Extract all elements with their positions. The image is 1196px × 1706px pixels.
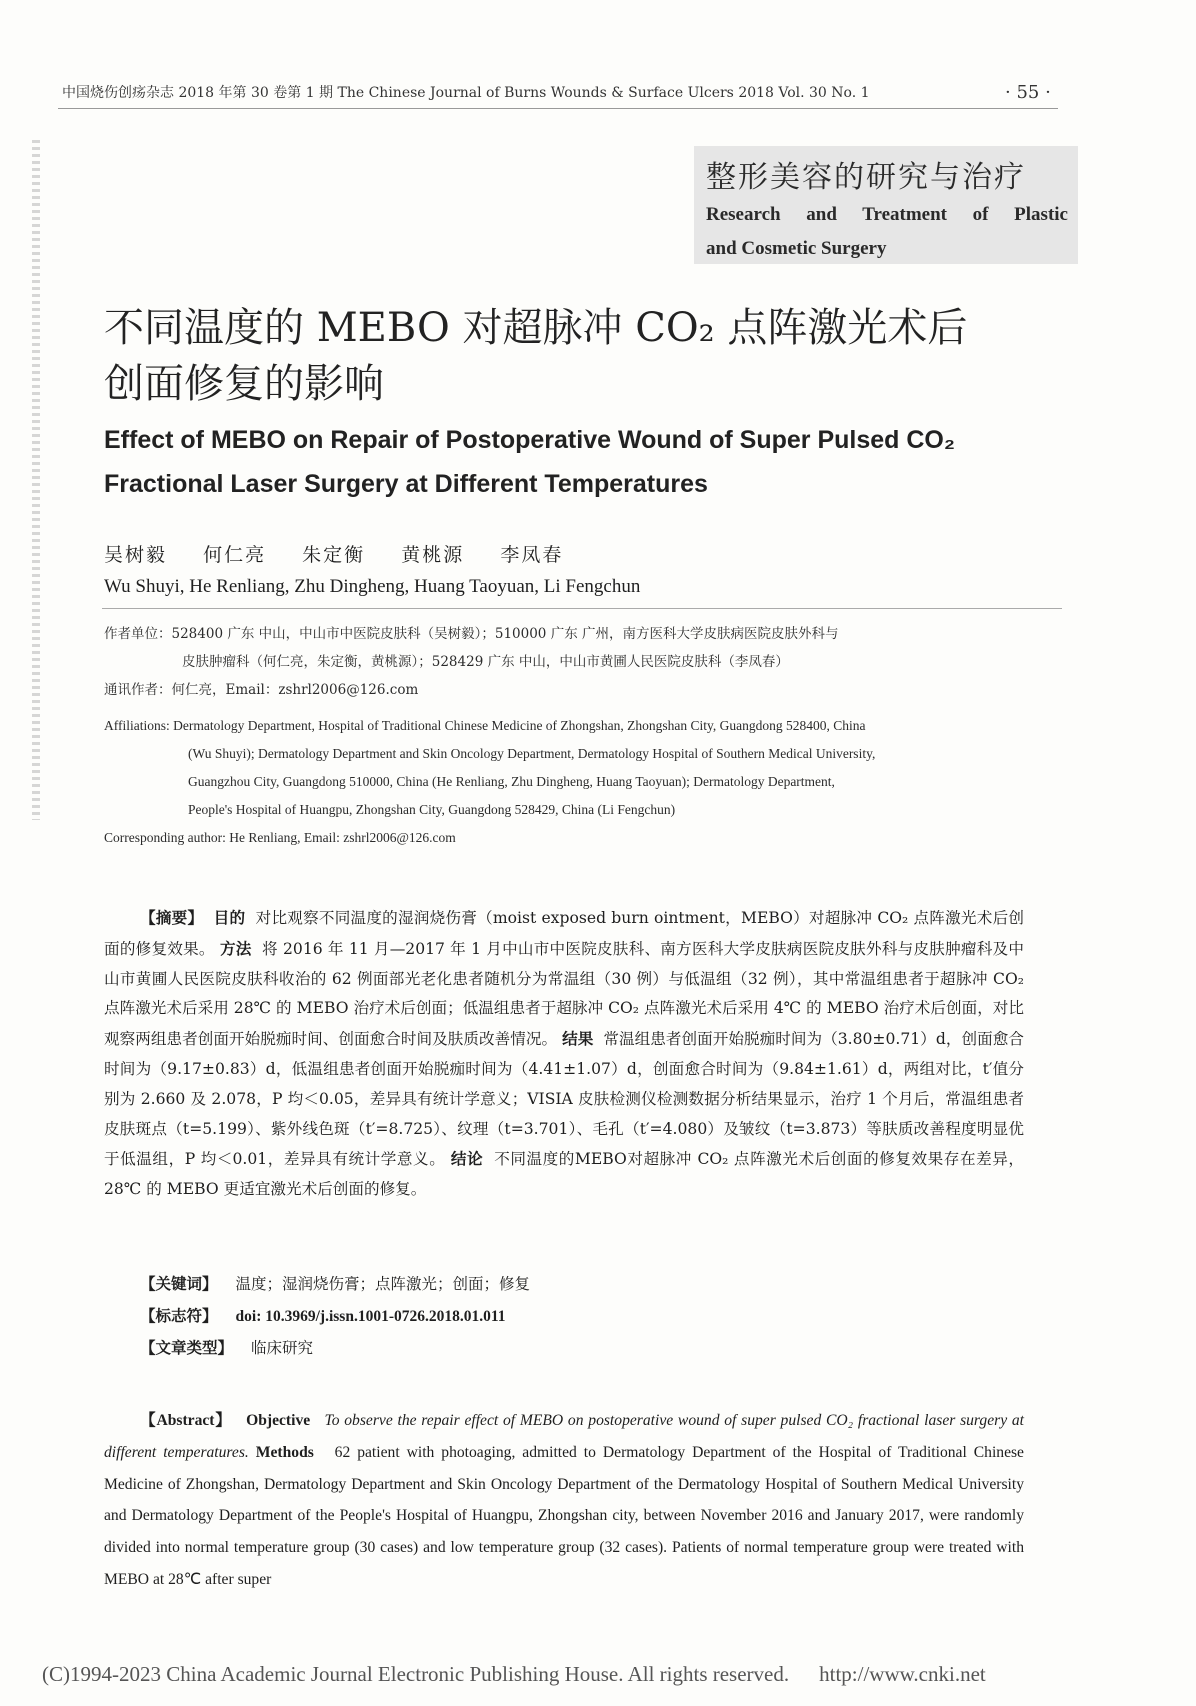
correspondence-cn-label: 通讯作者： — [104, 682, 172, 698]
affiliation-en-line4: People's Hospital of Huangpu, Zhongshan City, Guangdong 528429, China (Li Fengchun) — [188, 802, 676, 817]
article-title-cn-line2: 创面修复的影响 — [104, 361, 384, 407]
correspondence-en-label: Corresponding author: — [104, 830, 226, 845]
article-type-label: 【文章类型】 — [140, 1338, 234, 1357]
article-title-en-line1: Effect of MEBO on Repair of Postoperative Wound of Super Pulsed CO₂ — [104, 426, 955, 454]
abstract-cn-label: 【摘要】 — [140, 908, 204, 927]
article-title-cn — [104, 300, 967, 412]
affiliation-en-line1: Dermatology Department, Hospital of Traditional Chinese Medicine of Zhongshan, Zhongshan City, Guangdong 528400, China — [173, 718, 866, 733]
page-number: · 55 · — [1005, 82, 1051, 103]
authors-en: Wu Shuyi, He Renliang, Zhu Dingheng, Huang Taoyuan, Li Fengchun — [104, 576, 641, 597]
abstract-en-objective: To observe the repair effect of MEBO on postoperative wound of super pulsed CO₂ fractional laser surgery at different temperatures. — [104, 1412, 1025, 1461]
abstract-cn-objective: 对比观察不同温度的湿润烧伤膏（moist exposed burn ointment，MEBO）对超脉冲 CO₂ 点阵激光术后创面的修复效果。 — [104, 909, 1024, 958]
abstract-en-methods: 62 patient with photoaging, admitted to Dermatology Department of the Hospital of Traditional Chinese Medicine of Zhongshan, Dermatology Department and Skin Oncology Department of the Dermatology Hospital of Southern Medical University and Dermatology Department of the People's Hospital of Huangpu, Zhongshan city, between November 2016 and January 2017, were randomly divided into normal temperature group (30 cases) and low temperature group (32 cases). Patients of normal temperature group were treated with MEBO at 28℃ after super — [104, 1443, 1024, 1588]
affiliation-en-line2: (Wu Shuyi); Dermatology Department and Skin Oncology Department, Dermatology Hospital of Southern Medical University, — [188, 746, 876, 761]
affiliation-en-line3: Guangzhou City, Guangdong 510000, China (He Renliang, Zhu Dingheng, Huang Taoyuan); Dermatology Department, — [188, 774, 835, 789]
affiliation-cn-line1: 528400 广东 中山，中山市中医院皮肤科（吴树毅）；510000 广东 广州，南方医科大学皮肤病医院皮肤外科与 — [171, 626, 839, 642]
footer — [42, 1662, 986, 1687]
abstract-cn-conclusion-label: 结论 — [450, 1149, 484, 1169]
abstract-cn-methods-label: 方法 — [219, 938, 252, 958]
scan-margin-noise — [32, 140, 40, 820]
authors-cn: 吴树毅 何仁亮 朱定衡 黄桃源 李凤春 — [104, 544, 564, 566]
affiliation-cn-line2: 皮肤肿瘤科（何仁亮，朱定衡，黄桃源）；528429 广东 中山，中山市黄圃人民医院皮肤科（李凤春） — [182, 654, 789, 670]
identifier-row — [140, 1304, 506, 1326]
article-type-row — [140, 1336, 313, 1358]
section-title-en-line1: Research and Treatment of Plastic — [706, 204, 1068, 225]
abstract-en-methods-label: Methods — [255, 1443, 314, 1461]
authors-rule — [102, 608, 1062, 609]
abstract-en-label: 【Abstract】 — [140, 1412, 232, 1429]
header-rule — [58, 108, 1058, 109]
abstract-cn-results-label: 结果 — [562, 1029, 594, 1049]
abstract-cn-results: 常温组患者创面开始脱痂时间为（3.80±0.71）d，创面愈合时间为（9.17±0.83）d，低温组患者创面开始脱痂时间为（4.41±1.07）d，创面愈合时间为（9.84±1.61）d，两组对比，t′值分别为 2.660 及 2.078，P 均＜0.05，差异具有统计学意义；VISIA 皮肤检测仪检测数据分析结果显示，治疗 1 个月后，常温组患者皮肤斑点（t=5.199）、紫外线色斑（t′=8.725）、纹理（t=3.701）、毛孔（t′=4.080）及皱纹（t=3.873）等肤质改善程度明显优于低温组，P 均＜0.01，差异具有统计学意义。 — [104, 1030, 1024, 1169]
running-header: 中国烧伤创疡杂志 2018 年第 30 卷第 1 期 The Chinese Journal of Burns Wounds & Surface Ulcers 2018 Vol. 30 No. 1 — [62, 85, 870, 101]
section-title-cn: 整形美容的研究与治疗 — [706, 160, 1026, 195]
section-title-en-line2: and Cosmetic Surgery — [706, 238, 887, 259]
keywords-text: 温度；湿润烧伤膏；点阵激光；创面；修复 — [235, 1275, 531, 1293]
article-title-en-line2: Fractional Laser Surgery at Different Temperatures — [104, 470, 708, 498]
correspondence-cn-text: 何仁亮，Email：zshrl2006@126.com — [171, 682, 419, 698]
abstract-en — [104, 1405, 1024, 1596]
footer-url[interactable]: http://www.cnki.net — [819, 1662, 986, 1686]
affiliation-cn-label: 作者单位： — [104, 626, 172, 642]
footer-copyright: (C)1994-2023 China Academic Journal Electronic Publishing House. All rights reserved. — [42, 1662, 790, 1686]
identifier-text: doi: 10.3969/j.issn.1001-0726.2018.01.011 — [235, 1308, 506, 1325]
article-type-text: 临床研究 — [251, 1339, 314, 1357]
affiliation-en — [104, 712, 875, 852]
affiliation-en-label: Affiliations: — [104, 718, 170, 733]
section-title-en — [706, 198, 1068, 266]
keywords-row — [140, 1272, 530, 1294]
correspondence-en-text: He Renliang, Email: zshrl2006@126.com — [229, 830, 456, 845]
abstract-en-objective-label: Objective — [246, 1412, 311, 1429]
abstract-cn-objective-label: 目的 — [213, 908, 246, 927]
abstract-cn — [104, 903, 1024, 1205]
article-title-en — [104, 418, 955, 506]
abstract-cn-conclusion: 不同温度的MEBO对超脉冲 CO₂ 点阵激光术后创面的修复效果存在差异，28℃ 的 MEBO 更适宜激光术后创面的修复。 — [104, 1150, 1024, 1199]
identifier-label: 【标志符】 — [140, 1306, 218, 1325]
affiliation-cn — [104, 620, 838, 704]
keywords-label: 【关键词】 — [140, 1274, 218, 1293]
article-title-cn-line1: 不同温度的 MEBO 对超脉冲 CO₂ 点阵激光术后 — [104, 305, 968, 351]
abstract-cn-methods: 将 2016 年 11 月—2017 年 1 月中山市中医院皮肤科、南方医科大学皮肤病医院皮肤外科与皮肤肿瘤科及中山市黄圃人民医院皮肤科收治的 62 例面部光老化患者随机分为常温组（30 例）与低温组（32 例），其中常温组患者于超脉冲 CO₂ 点阵激光术后采用 28℃ 的 MEBO 治疗术后创面；低温组患者于超脉冲 CO₂ 点阵激光术后采用 4℃ 的 MEBO 治疗术后创面，对比观察两组患者创面开始脱痂时间、创面愈合时间及肤质改善情况。 — [104, 939, 1024, 1049]
